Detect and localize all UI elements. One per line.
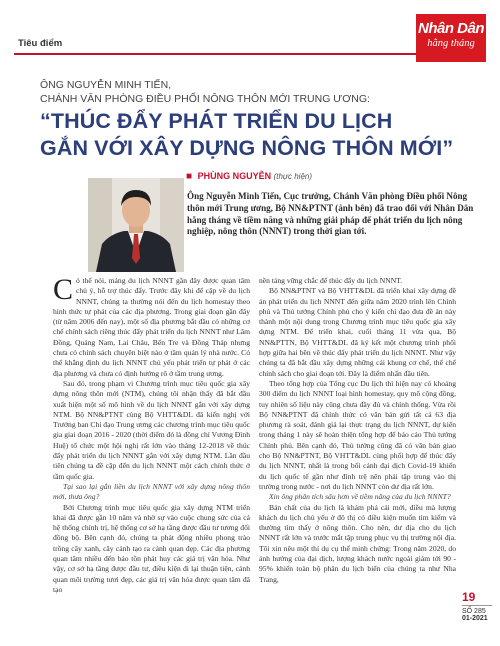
paragraph: Sau đó, trong phạm vi Chương trình mục tiêu quốc gia xây dựng nông thôn mới (NTM), chúng tôi nhận thấy đã bắt đầu xuất hiện một số mô hình về du lịch NNNT gắn với xây dựng NTM. Bộ NN&PTNT cùng Bộ VHTT&DL đã kiến nghị với Trưởng ban Chỉ đạo Trung ương các chương trình mục tiêu quốc gia giai đoạn 2016 - 2020 (thời điểm đó là đồng chí Vương Đình Huệ) tổ chức một hội nghị rất lớn vào tháng 12-2018 về thúc đẩy phát triển du lịch NNNT gắn với xây dựng NTM. Lần đầu tiên chúng ta đề cập đến du lịch NNNT một cách chính thức ở tầm quốc gia. [53,378,250,481]
paragraph: Bản chất của du lịch là khám phá cái mới, điều mà lượng khách du lịch chủ yếu ở đô thị có điều kiện muốn tìm kiếm và thường tìm thấy ở nông thôn. Cho nên, dư địa cho du lịch NNNT rất lớn và trước mắt tập trung phục vụ thị trường nội địa. Tôi xin nêu một thí dụ cụ thể minh chứng: Trong năm 2020, do ảnh hưởng của đại dịch, lượng khách nước ngoài giảm tới 90 - 95% khiến toàn bộ phân du lịch biển của chúng ta như Nha Trang, [259,502,456,584]
author-portrait-photo [88,178,184,272]
page-number: 19 [462,590,476,604]
body-column-left [53,273,250,595]
paragraph-text: ó thể nói, mảng du lịch NNNT gần đây được quan tâm chủ ý, hỗ trợ thúc đẩy. Trước đây khi để cập về du lịch NNNT, chúng ta thường nói đến du lịch homestay theo hình thức tự phát của các địa phương. Trong giai đoạn gần đây (từ năm 2006 đến nay), một số địa phương bắt đầu có những cơ chế chính sách riêng thúc đẩy phát triển du lịch NNNT như Lâm Đồng, Quảng Nam, Lai Châu, Bến Tre và Đồng Tháp nhưng chưa có chính sách chuyên biệt nào ở tầm quản lý nhà nước. Có thể khẳng định du lịch NNNT chủ yếu phát triển tự phát ở các địa phương và chưa có định hướng rõ ở tầm trung ương. [53,276,250,378]
footer-divider [462,605,492,606]
interview-question: Tại sao lại gắn liền du lịch NNNT với xây dựng nông thôn mới, thưa ông? [53,481,250,502]
page-header [0,0,500,72]
headline-line: GẮN VỚI XÂY DỰNG NÔNG THÔN MỚI” [40,136,454,160]
article-headline [40,108,490,162]
interview-question: Xin ông phân tích sâu hơn về tiềm năng của du lịch NNNT? [269,492,451,502]
drop-cap: C [53,273,74,306]
section-label: Tiêu điểm [18,38,63,49]
kicker-line: CHÁNH VĂN PHÒNG ĐIỀU PHỐI NÔNG THÔN MỚI TRUNG ƯƠNG: [40,93,370,105]
header-divider [14,53,420,55]
paragraph: nền tảng vững chắc để thúc đẩy du lịch NNNT. [259,276,403,285]
issue-date: 01-2021 [462,615,488,622]
paragraph: Theo tổng hợp của Tổng cục Du lịch thì hiện nay có khoảng 300 điểm du lịch NNNT loại hình homestay, quy mô cộng đồng, tuy nhiên số liệu này cũng chưa đầy đủ và chính thống. Vừa rồi Bộ NN&PTNT đã chính thức có văn bản gửi tất cả 63 địa phương rà soát, đánh giá lại thực trạng du lịch NNNT, dự kiến trong tháng 1 này sẽ hoàn thiện tổng hợp để báo cáo Thủ tướng Chính phủ. Bên cạnh đó, Thủ tướng cũng đã có văn bản giao cho Bộ NN&PTNT, Bộ VHTT&DL cùng phối hợp để thúc đẩy du lịch NNNT, nhất là trong bối cảnh đại dịch Covid-19 khiến du lịch quốc tế gần như đình trệ nên phải tập trung vào thị trường trong nước - nơi du lịch NNNT còn dư địa rất lớn. [259,378,456,491]
logo-title: Nhân Dân [417,20,484,37]
byline-bullet: ■ [186,171,193,182]
kicker-line: ÔNG NGUYỄN MINH TIẾN, [40,79,172,91]
headline-line: “THÚC ĐẨY PHÁT TRIỂN DU LỊCH [40,109,393,133]
byline [186,171,312,182]
issue-number: SỐ 285 [462,608,486,615]
logo-subtitle: hằng tháng [427,38,475,49]
article-kicker [40,78,470,106]
paragraph [53,273,250,379]
page-footer [462,590,494,622]
article-lead: Ông Nguyễn Minh Tiến, Cục trưởng, Chánh Văn phòng Điều phối Nông thôn mới Trung ương, Bộ NN&PTNT (ảnh bên) đã trao đổi với Nhân Dân hằng tháng về tiềm năng và những giải pháp để phát triển du lịch nông nghiệp, nông thôn (NNNT) trong thời gian tới. [187,191,474,237]
paragraph: Bộ NN&PTNT và Bộ VHTT&DL đã triển khai xây dựng đề án phát triển du lịch NNNT đến giữa năm 2020 trình lên Chính phủ và Thủ tướng Chính phủ cho ý kiến chỉ đạo đưa đề án này thành một nội dung trong Chương trình mục tiêu quốc gia xây dựng NTM. Để triển khai, cuối tháng 11 vừa qua, Bộ NN&PTTN, Bộ VHTT&DL đã ký kết một chương trình phối hợp giữa hai bên về thúc đẩy phát triển du lịch NNNT. Như vậy chúng ta đã bắt đầu xây dựng những cái khung cơ chế, thể chế chính sách cho giai đoạn tới. Đây là điểm nhấn đầu tiên. [259,286,456,378]
publication-logo [416,14,486,62]
author-name: PHÙNG NGUYỄN [197,171,272,181]
body-column-right [259,276,456,585]
author-role: (thực hiện) [273,172,313,181]
paragraph: Bởi Chương trình mục tiêu quốc gia xây dựng NTM triển khai đã được gần 10 năm và nhờ sự vào cuộc chung sức của cả hệ thống chính trị, hệ thống cơ sở hạ tầng được đầu tư tương đối đồng bộ. Bên cạnh đó, chúng ta phát động nhiều phong trào trồng cây xanh, cây cảnh tạo ra cảnh quan đẹp. Các địa phương quan tâm nhiều đến bảo tồn phát huy các giá trị văn hóa. Như vậy, cơ sở hạ tầng được đầu tư, điều kiện đi lại thuận tiện, cảnh quan môi trường tươi đẹp, các giá trị văn hóa được quan tâm đã tạo [53,502,250,594]
